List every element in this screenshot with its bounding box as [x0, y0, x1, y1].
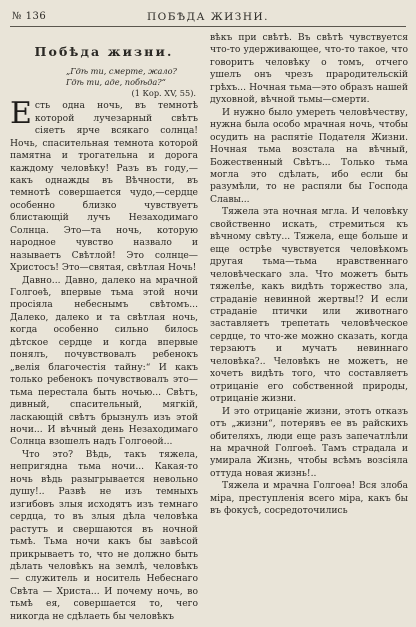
- left-column: [10, 32, 198, 627]
- epigraph-line-2: Гдѣ ти, аде, побѣда?“: [66, 77, 166, 88]
- right-column: [210, 32, 408, 627]
- paragraph: И нужно было умереть человѣчеству, нужна была особо мрачная ночь, чтобы осудить на распятіе Подателя Жизни. Ночная тьма возстала на вѣчный, Божественный Свѣтъ... Только тьма могла это сдѣлать, ибо если бы разумѣли, то не распяли бы Господа Славы...: [210, 106, 408, 205]
- epigraph: [66, 66, 198, 98]
- paragraph: Тяжела и мрачна Голгоѳа! Вся злоба міра, преступленія всего міра, какъ бы въ фокусѣ, сосредоточились: [210, 480, 408, 517]
- page-header: [10, 10, 406, 27]
- paragraph: [10, 96, 198, 274]
- running-title: ПОБѢДА ЖИЗНИ.: [147, 11, 269, 23]
- paragraph: вѣкъ при свѣтѣ. Въ свѣтѣ чувствуется что-то удерживающее, что-то такое, что говоритъ человѣку о томъ, отчего ушелъ онъ чрезъ прародительскій грѣхъ... Ночная тьма—это образъ нашей духовной, вѣчной тьмы—смерти.: [210, 32, 408, 106]
- paragraph: Тяжела эта ночная мгла. И человѣку свойственно искать, стремиться къ вѣчному свѣту... Тяжела, еще больше и еще острѣе чувствуется человѣкомъ другая тьма—тьма нравственнаго человѣческаго зла. Что можетъ быть тяжелѣе, какъ видѣть торжество зла, страданіе невинной жертвы!? И если страданіе птички или животнаго заставляетъ трепетать человѣческое сердце, то что-же можно сказать, когда терзаютъ и мучатъ невиннаго человѣка?.. Человѣкъ не можетъ, не хочетъ видѣть того, что составляетъ отрицаніе его собственной природы, отрицаніе жизни.: [210, 206, 408, 405]
- epigraph-line-1: „Гдѣ ти, смерте, жало?: [66, 66, 177, 77]
- paragraph-text: сть одна ночь, въ темнотѣ которой лучезарный свѣтъ сіяетъ ярче всякаго солнца! Ночь, спасительная темнота которой памятна и трогательна и дорога каждому человѣку! Разъ въ году,—какъ однажды въ Вѣчности, въ темнотѣ совершается чудо,—сердце особенно близко чувствуетъ блистающій лучъ Незаходимаго Солнца. Это—та ночь, которую народное чувство назвало и называетъ Свѣтлой! Это солнце—Христосъ! Это—святая, свѣтлая Ночь!: [10, 100, 198, 274]
- article-columns: [10, 32, 408, 627]
- paragraph: Что это? Вѣдь, такъ тяжела, непригядна тьма ночи... Какая-то ночь вѣдь разыгрывается невольно душу!.. Развѣ не изъ темныхъ изгибовъ злыя исходятъ изъ темнаго сердца, то въ злыя дѣла человѣка растутъ и свершаются въ ночной тьмѣ. Тьма ночи какъ бы завѣсой прикрываетъ то, что не должно быть дѣлать человѣкъ на землѣ, человѣкъ — служитель и носитель Небеснаго Свѣта — Христа... И почему ночь, во тьмѣ ея, совершается то, чего никогда не сдѣлаеть бы человѣкъ: [10, 448, 198, 622]
- paragraph: И это отрицаніе жизни, этотъ отказъ отъ „жизни“, потерявъ ее въ райскихъ обителяхъ, люди еще разъ запечатлѣли на мрачной Голгоѳѣ. Тамъ страдала и умирала Жизнь, чтобы всѣмъ возсіяла оттуда новая жизнь!..: [210, 405, 408, 479]
- page-number: № 136: [12, 11, 47, 22]
- article-title: Побѣда жизни.: [34, 45, 174, 59]
- paragraph: Давно... Давно, далеко на мрачной Голгоѳѣ, впервые тьма этой ночи просіяла небеснымъ свѣтомъ... Далеко, далеко и та свѣтлая ночь, когда особенно сильно билось дѣтское сердце и когда впервые понялъ, почувствовалъ ребенокъ „велія благочестія тайну:“ И какъ только ребенокъ почувствовалъ это—тьма перестала быть ночью... Свѣтъ, дивный, спасительный, мягкій, ласкающій свѣтъ брызнулъ изъ этой ночи... И вѣчный день Незаходимаго Солнца взошелъ надъ Голгоѳой...: [10, 274, 198, 448]
- drop-cap: Е: [10, 96, 32, 132]
- epigraph-reference: (1 Кор. XV, 55).: [131, 87, 196, 98]
